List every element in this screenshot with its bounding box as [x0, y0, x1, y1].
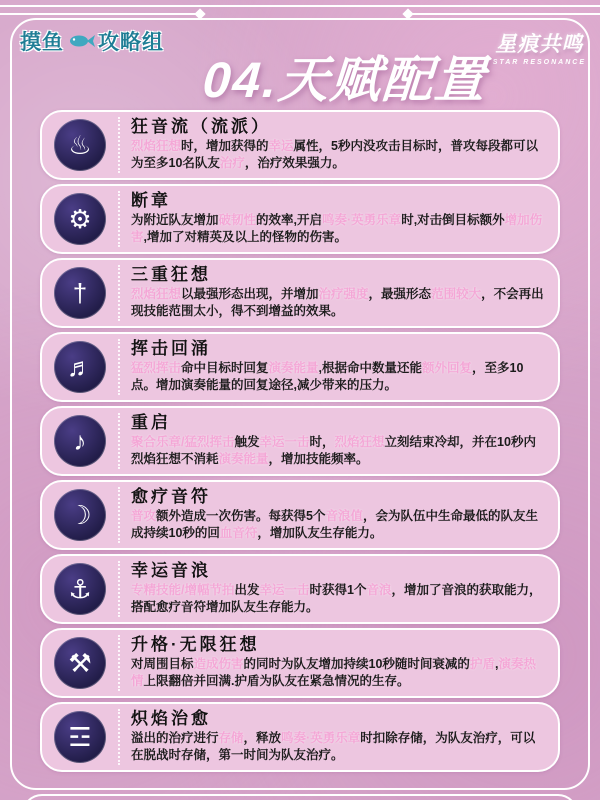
desc-highlight: 烈焰狂想: [131, 286, 182, 301]
desc-highlight: 增加伤害: [131, 212, 543, 245]
card-body: [131, 413, 544, 469]
card-icon-glyph: ♪: [73, 425, 87, 456]
card-icon-glyph: ⚙: [68, 203, 92, 234]
desc-highlight: 演奏能量: [218, 452, 269, 467]
card-icon-glyph: ♨: [68, 129, 92, 160]
card-body: [131, 561, 544, 617]
card-body: [131, 265, 544, 321]
desc-text: 的同时为队友增加持续10秒随时间衰减的: [243, 656, 470, 671]
card-title: 幸运音浪: [131, 561, 211, 581]
desc-text: ,根据命中数量还能: [318, 360, 423, 375]
card-icon-glyph: ⚒: [68, 647, 92, 678]
dotted-divider: [118, 561, 120, 617]
card-title: 愈疗音符: [131, 487, 211, 507]
dotted-divider: [118, 709, 120, 765]
card-desc: [131, 212, 544, 247]
desc-text: 立刻结束冷却，并在10秒内烈焰狂想不消耗: [131, 434, 536, 467]
card-body: [131, 709, 544, 765]
card-icon-glyph: ⚓: [68, 573, 92, 604]
desc-text: 时扣除存储，为队友治疗，可以在脱战时存储，第一时间为队友治疗。: [131, 730, 536, 763]
desc-highlight: 造成伤害: [193, 656, 244, 671]
card-body: [131, 487, 544, 543]
desc-highlight: 鸣奏·英勇乐章: [281, 730, 361, 745]
talent-card: [40, 332, 560, 402]
desc-text: 以最强形态出现，并增加: [181, 286, 319, 301]
desc-highlight: 鸣奏·英勇乐章: [322, 212, 402, 227]
talent-card: [40, 628, 560, 698]
desc-text: ，治疗效果强力。: [244, 156, 345, 171]
desc-text: 为附近队友增加: [131, 212, 219, 227]
logo-left-part2: 攻略组: [98, 31, 164, 54]
desc-text: ,增加了对精英及以上的怪物的伤害。: [143, 230, 347, 245]
card-title: 升格·无限狂想: [131, 635, 260, 655]
card-body: [131, 117, 544, 173]
talent-card: [40, 258, 560, 328]
card-icon-glyph: ☽: [68, 499, 92, 530]
card-desc: [131, 656, 544, 691]
talent-card: [40, 184, 560, 254]
card-body: [131, 635, 544, 691]
desc-text: 命中目标时回复: [181, 360, 269, 375]
desc-highlight: 猛烈挥击: [131, 360, 182, 375]
talent-card: [40, 406, 560, 476]
desc-text: 的效率,开启: [256, 212, 323, 227]
desc-highlight: 额外回复: [422, 360, 473, 375]
desc-highlight: 演奏能量: [268, 360, 319, 375]
card-title: 重启: [131, 413, 171, 433]
desc-highlight: 专精技能/增幅节拍: [131, 582, 235, 597]
card-desc: [131, 360, 544, 395]
desc-text: 出发: [234, 582, 260, 597]
desc-text: ，释放: [243, 730, 282, 745]
card-icon-glyph: ☲: [68, 721, 92, 752]
desc-text: ，增加技能频率。: [268, 452, 369, 467]
desc-highlight: 破韧性: [218, 212, 257, 227]
desc-highlight: 幸运一击: [259, 434, 310, 449]
card-desc: [131, 286, 544, 321]
moon-note-icon: [54, 489, 106, 541]
desc-text: ，至多10点。增加演奏能量的回复途径,减少带来的压力。: [131, 360, 524, 393]
page-title: 04.天赋配置: [200, 52, 489, 108]
desc-highlight: 演奏热情: [131, 656, 536, 689]
desc-highlight: 血音符: [219, 526, 258, 541]
card-body: [131, 191, 544, 247]
desc-text: 时获得1个: [309, 582, 367, 597]
gear-note-icon: [54, 193, 106, 245]
talent-card: [40, 554, 560, 624]
desc-text: 溢出的治疗进行: [131, 730, 219, 745]
desc-text: 时，: [309, 434, 335, 449]
desc-highlight: 音浪: [366, 582, 392, 597]
desc-highlight: 音浪值: [325, 508, 363, 523]
card-desc: [131, 582, 544, 617]
flame-heal-icon: [54, 711, 106, 763]
deco-line-right: [408, 13, 600, 15]
flame-notes-icon: [54, 119, 106, 171]
wave-note-icon: [54, 341, 106, 393]
desc-highlight: 烈焰狂想: [334, 434, 385, 449]
card-desc: [131, 434, 544, 469]
cards: [40, 110, 560, 772]
logo-right-title: 星痕共鸣: [495, 33, 584, 56]
desc-text: ，增加了音浪的获取能力，搭配愈疗音符增加队友生存能力。: [131, 582, 542, 615]
logo-right-subtitle: STAR RESONANCE: [492, 59, 586, 66]
desc-text: ，不会再出现技能范围太小，得不到增益的效果。: [131, 286, 544, 319]
card-icon-glyph: †: [72, 277, 88, 308]
guitar-clock-icon: [54, 637, 106, 689]
dotted-divider: [118, 117, 120, 173]
top-border-line: [0, 5, 600, 7]
talent-card: [40, 480, 560, 550]
desc-highlight: 范围较大: [431, 286, 482, 301]
desc-text: 属性，5秒内没攻击目标时，普攻每段都可以为至多10名队友: [131, 138, 538, 171]
dotted-divider: [118, 635, 120, 691]
dotted-divider: [118, 191, 120, 247]
card-desc: [131, 730, 544, 765]
desc-highlight: 治疗: [219, 156, 245, 171]
card-icon-glyph: ♬: [67, 351, 93, 382]
desc-text: ，最强形态: [368, 286, 432, 301]
desc-highlight: 护盾: [469, 656, 495, 671]
talent-card: [40, 702, 560, 772]
desc-text: ，会为队伍中生命最低的队友生成持续10秒的回: [131, 508, 538, 541]
desc-highlight: 治疗强度: [318, 286, 369, 301]
desc-highlight: 存储: [218, 730, 244, 745]
anchor-icon: [54, 563, 106, 615]
card-title: 断章: [131, 191, 171, 211]
wing-note-icon: [54, 415, 106, 467]
card-title: 炽焰治愈: [131, 709, 211, 729]
desc-text: ，增加队友生存能力。: [257, 526, 383, 541]
fish-icon: [66, 31, 96, 51]
card-title: 狂音流（流派）: [131, 117, 271, 137]
desc-highlight: 聚合乐章/猛烈挥击: [131, 434, 235, 449]
deco-line-left: [0, 13, 200, 15]
card-desc: [131, 138, 544, 173]
desc-text: 对周围目标: [131, 656, 194, 671]
dotted-divider: [118, 339, 120, 395]
desc-text: 时，增加获得的: [181, 138, 269, 153]
dotted-divider: [118, 413, 120, 469]
card-desc: [131, 508, 544, 543]
card-title: 三重狂想: [131, 265, 211, 285]
desc-text: 触发: [234, 434, 260, 449]
card-title: 挥击回涌: [131, 339, 211, 359]
desc-highlight: 烈焰狂想: [131, 138, 182, 153]
dotted-divider: [118, 487, 120, 543]
desc-text: ,: [494, 656, 499, 671]
desc-highlight: 幸运: [268, 138, 294, 153]
desc-text: 时,对击倒目标额外: [401, 212, 505, 227]
card-body: [131, 339, 544, 395]
dotted-divider: [118, 265, 120, 321]
sword-icon: [54, 267, 106, 319]
talent-card: [40, 110, 560, 180]
page-frame-bottom: [22, 794, 578, 800]
desc-text: 额外造成一次伤害。每获得5个: [156, 508, 326, 523]
desc-highlight: 普攻: [131, 508, 157, 523]
desc-text: 上限翻倍并回满.护盾为队友在紧急情况的生存。: [143, 674, 410, 689]
desc-highlight: 幸运一击: [259, 582, 310, 597]
logo-left-part1: 摸鱼: [20, 31, 64, 54]
